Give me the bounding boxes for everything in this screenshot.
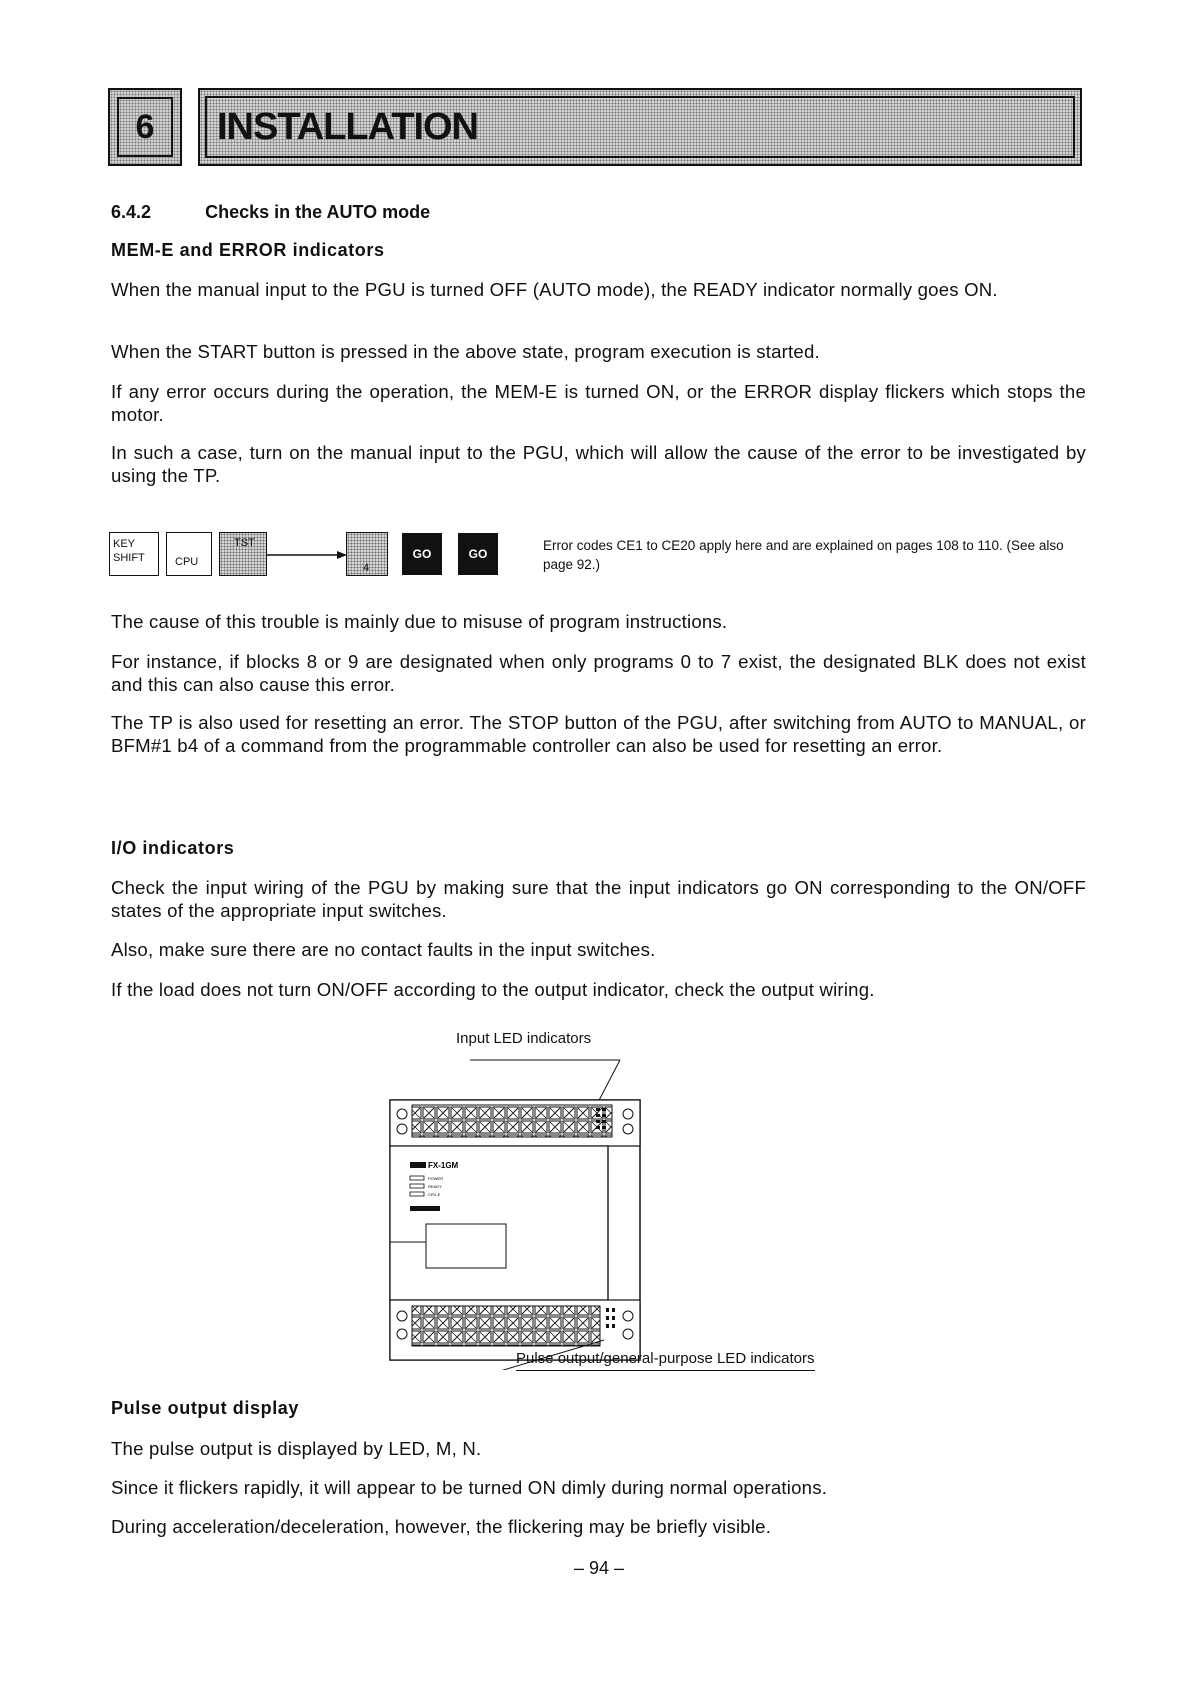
digit-4-key-label: 4 <box>363 562 370 574</box>
trouble-paragraph-2: For instance, if blocks 8 or 9 are designated when only programs 0 to 7 exist, the designated BLK does not exist and this can also cause this error. <box>111 651 1086 695</box>
tst-key <box>219 532 267 576</box>
tst-key-label: TST <box>234 537 255 549</box>
section-title: Checks in the AUTO mode <box>205 202 431 222</box>
key-shift-key <box>109 532 159 576</box>
section-heading <box>111 202 430 223</box>
pulse-paragraph-2: Since it flickers rapidly, it will appear to be turned ON dimly during normal operations. <box>111 1477 828 1498</box>
chapter-title: INSTALLATION <box>205 96 1075 158</box>
mem-e-paragraph-3: If any error occurs during the operation, the MEM-E is turned ON, or the ERROR display flickers which stops the motor. <box>111 381 1086 425</box>
chapter-number-box <box>108 88 182 166</box>
digit-4-key <box>346 532 388 576</box>
model-label: FX-1GM <box>428 1161 459 1170</box>
mem-e-paragraph-2: When the START button is pressed in the above state, program execution is started. <box>111 341 820 362</box>
input-led-caption: Input LED indicators <box>456 1030 592 1047</box>
svg-text:READY: READY <box>428 1184 442 1189</box>
mem-e-paragraph-4: In such a case, turn on the manual input to the PGU, which will allow the cause of the error to be investigated by using the TP. <box>111 442 1086 486</box>
trouble-paragraph-1: The cause of this trouble is mainly due to misuse of program instructions. <box>111 611 728 632</box>
pulse-heading: Pulse output display <box>111 1398 300 1418</box>
chapter-number: 6 <box>117 97 173 157</box>
chapter-header <box>108 88 1082 168</box>
error-codes-note: Error codes CE1 to CE20 apply here and are explained on pages 108 to 110. (See also page 92.) <box>543 538 1064 572</box>
io-paragraph-3: If the load does not turn ON/OFF according to the output indicator, check the output wiring. <box>111 979 875 1000</box>
output-terminal-block <box>412 1306 600 1346</box>
brand-label <box>410 1206 440 1211</box>
page-number: – 94 – <box>573 1558 625 1578</box>
go-key-1: GO <box>402 533 442 575</box>
output-led-caption: Pulse output/general-purpose LED indicators <box>516 1350 815 1371</box>
key-shift-label-1: KEY <box>113 538 136 550</box>
key-shift-label-2: SHIFT <box>113 552 145 564</box>
tp-port-cover <box>426 1224 506 1268</box>
input-terminal-block <box>412 1105 612 1137</box>
chapter-title-box <box>198 88 1082 166</box>
io-paragraph-1: Check the input wiring of the PGU by making sure that the input indicators go ON corresponding to the ON/OFF states of the appropriate input switches. <box>111 877 1086 921</box>
go-key-2: GO <box>458 533 498 575</box>
mem-e-heading: MEM-E and ERROR indicators <box>111 240 385 260</box>
cpu-key <box>166 532 212 576</box>
io-paragraph-2: Also, make sure there are no contact faults in the input switches. <box>111 939 656 960</box>
pulse-paragraph-3: During acceleration/deceleration, however, the flickering may be briefly visible. <box>111 1516 772 1537</box>
cpu-key-label: CPU <box>175 556 199 568</box>
io-heading: I/O indicators <box>111 838 235 858</box>
svg-text:CPU-E: CPU-E <box>428 1192 441 1197</box>
mem-e-paragraph-1: When the manual input to the PGU is turned OFF (AUTO mode), the READY indicator normally goes ON. <box>111 279 998 300</box>
front-panel <box>390 1146 608 1300</box>
arrow-right-icon <box>267 548 347 562</box>
pgu-unit-figure <box>380 1050 800 1370</box>
svg-text:POWER: POWER <box>428 1176 444 1181</box>
pulse-paragraph-1: The pulse output is displayed by LED, M, N. <box>111 1438 482 1459</box>
section-number: 6.4.2 <box>111 202 152 222</box>
trouble-paragraph-3: The TP is also used for resetting an error. The STOP button of the PGU, after switching from AUTO to MANUAL, or BFM#1 b4 of a command from the programmable controller can also be used for resetting an error. <box>111 712 1086 756</box>
